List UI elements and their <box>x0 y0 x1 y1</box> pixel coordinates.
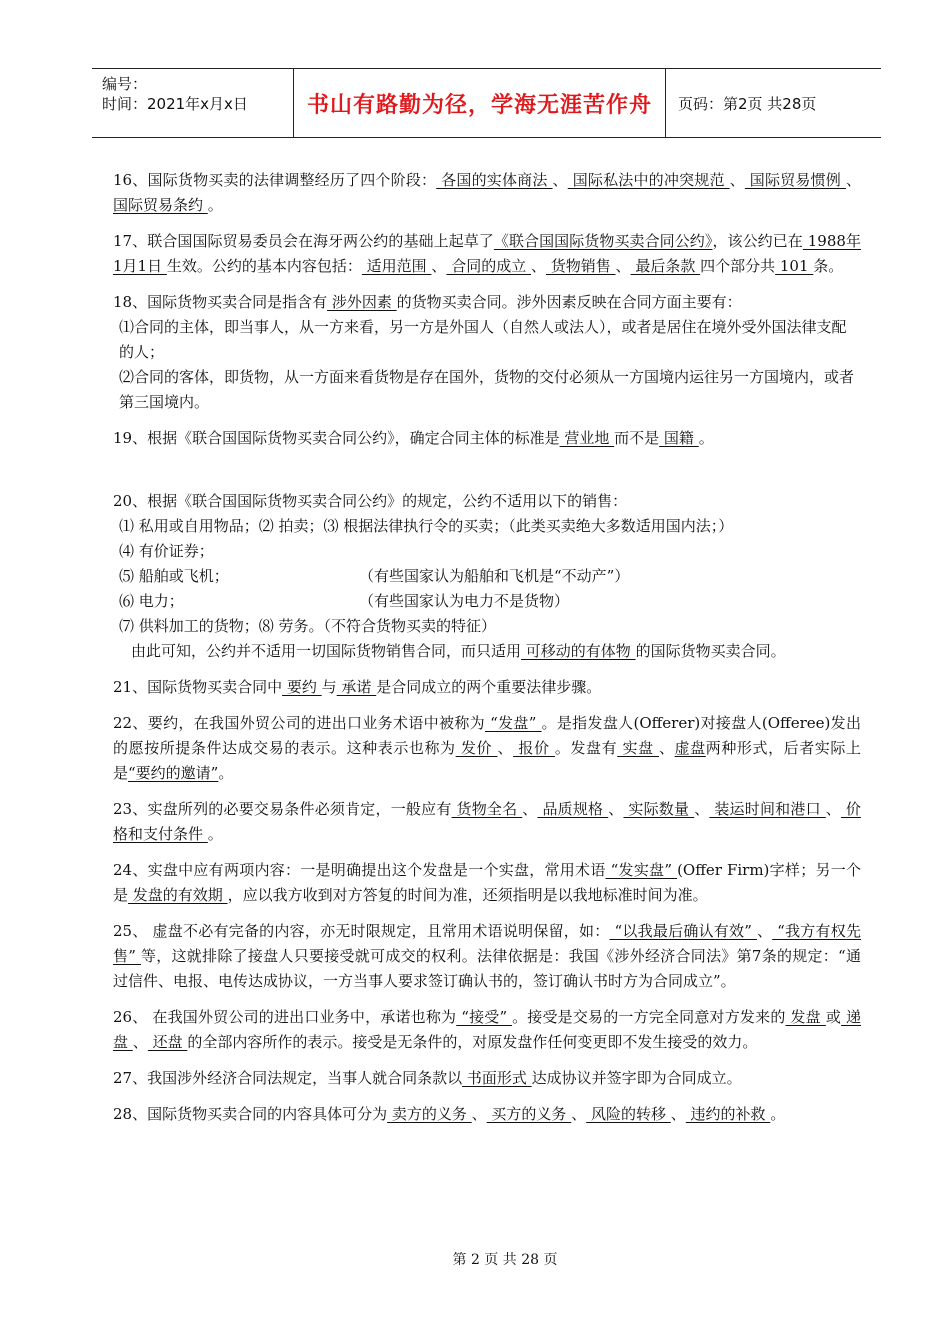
answer: “接受” <box>456 1008 513 1026</box>
list-item: ⑷ 有价证券； <box>119 542 214 560</box>
answer: 营业地 <box>559 429 615 447</box>
answer: 虚盘 <box>674 739 706 757</box>
answer: “以我最后确认有效” <box>609 922 757 940</box>
header-motto-cell <box>294 69 666 137</box>
answer: 买方的义务 <box>486 1105 572 1123</box>
header-motto: 书山有路勤为径，学海无涯苦作舟 <box>306 92 652 118</box>
question-25: 25、 虚盘不必有完备的内容，亦无时限规定，且常用术语说明保留，如： “以我最后确认有效” 、 “我方有权先售” 等，这就排除了接盘人只要接受就可成交的权利。法律依据是：我国《涉外经济合同法》第7条的规定：“通过信件、电报、电传达成协议，一方当事人要求签订确认书的，签订确认书时方为合同成立”。 <box>113 922 862 990</box>
answer: 可移动的有体物 <box>521 642 636 660</box>
answer: 要约 <box>282 678 322 696</box>
answer: 卖方的义务 <box>387 1105 472 1123</box>
header-number: 编号： <box>102 75 148 93</box>
answer: 涉外因素 <box>327 293 397 311</box>
question-22: 22、要约，在我国外贸公司的进出口业务术语中被称为 “发盘” 。是指发盘人(Offerer)对接盘人(Offeree)发出的愿按所提条件达成交易的表示。这种表示也称为 发价 、 报价 。发盘有 实盘 、虚盘两种形式，后者实际上是“要约的邀请”。 <box>113 714 862 782</box>
list-item: ⑵合同的客体，即货物，从一方面来看货物是存在国外，货物的交付必须从一方国境内运往另一方国境内，或者第三国境内。 <box>119 368 855 411</box>
answer: 实盘 <box>617 739 660 757</box>
answer: 风险的转移 <box>586 1105 671 1123</box>
answer: 还盘 <box>147 1033 188 1051</box>
answer: 适用范围 <box>361 257 432 275</box>
answer: 发价 <box>455 739 498 757</box>
answer: 101 <box>775 257 814 275</box>
answer: “发实盘” <box>605 861 678 879</box>
header-page-number: 页码：第2页 共28页 <box>678 94 817 113</box>
answer: 合同的成立 <box>446 257 531 275</box>
answer: 最后条款 <box>630 257 701 275</box>
answer: 货物销售 <box>546 257 616 275</box>
answer: 《联合国国际货物买卖合同公约》 <box>493 232 713 250</box>
answer: 品质规格 <box>537 800 609 818</box>
question-20: 20、根据《联合国国际货物买卖合同公约》的规定，公约不适用以下的销售： ⑴ 私用或自用物品；⑵ 拍卖；⑶ 根据法律执行令的买卖；（此类买卖绝大多数适用国内法；） ⑷ 有价证券； ⑸ 船舶或飞机； （有些国家认为船舶和飞机是“不动产”） ⑹ 电力； （有些国家认为电力不是货物） ⑺ 供料加工的货物；⑻ 劳务。（不符合货物买卖的特征） 由此可知，公约并不适用一切国际货物销售合同，而只适用 可移动的有体物 的国际货物买卖合同。 <box>113 489 861 664</box>
list-item: ⑺ 供料加工的货物；⑻ 劳务。（不符合货物买卖的特征） <box>119 617 497 635</box>
list-item: ⑸ 船舶或飞机； （有些国家认为船舶和飞机是“不动产”） <box>119 567 630 585</box>
list-item: ⑴ 私用或自用物品；⑵ 拍卖；⑶ 根据法律执行令的买卖；（此类买卖绝大多数适用国内法；） <box>119 517 734 535</box>
page-header <box>92 68 881 138</box>
document-body <box>113 168 861 1127</box>
answer: 各国的实体商法 <box>436 171 553 189</box>
answer: 价格和支付条件 <box>113 800 861 843</box>
question-19: 19、根据《联合国国际货物买卖合同公约》，确定合同主体的标准是 营业地 而不是 国籍 。 <box>113 429 714 447</box>
question-28: 28、国际货物买卖合同的内容具体可分为 卖方的义务 、 买方的义务 、 风险的转移 、 违约的补救 。 <box>113 1105 786 1123</box>
list-item: ⑴合同的主体，即当事人，从一方来看，另一方是外国人（自然人或法人），或者是居住在境外受外国法律支配的人； <box>119 318 847 361</box>
question-17: 17、联合国国际贸易委员会在海牙两公约的基础上起草了《联合国国际货物买卖合同公约》，该公约已在 1988年1月1日 生效。公约的基本内容包括： 适用范围 、 合同的成立 、 货物销售 、 最后条款 四个部分共 101 条。 <box>113 232 861 275</box>
question-26: 26、 在我国外贸公司的进出口业务中，承诺也称为 “接受” 。接受是交易的一方完全同意对方发来的 发盘 或 递盘 、 还盘 的全部内容所作的表示。接受是无条件的，对原发盘作任何变更即不发生接受的效力。 <box>113 1008 861 1051</box>
header-page-cell <box>666 69 881 137</box>
answer: 发盘的有效期 <box>128 886 228 904</box>
answer: 货物全名 <box>451 800 523 818</box>
answer: 实际数量 <box>623 800 695 818</box>
question-27: 27、我国涉外经济合同法规定，当事人就合同条款以 书面形式 达成协议并签字即为合同成立。 <box>113 1069 742 1087</box>
answer: 发盘 <box>785 1008 826 1026</box>
answer: 1988年1月1日 <box>113 232 861 275</box>
header-time: 时间：2021年x月x日 <box>102 95 248 113</box>
question-16: 16、国际货物买卖的法律调整经历了四个阶段： 各国的实体商法 、 国际私法中的冲突规范 、 国际贸易惯例 、 国际贸易条约 。 <box>113 171 861 214</box>
answer: 国籍 <box>659 429 699 447</box>
answer: 递盘 <box>113 1008 861 1051</box>
answer: “要约的邀请” <box>128 764 219 782</box>
answer: “我方有权先售” <box>113 922 861 965</box>
list-item: ⑹ 电力； （有些国家认为电力不是货物） <box>119 592 570 610</box>
page-footer <box>0 1249 950 1269</box>
footer-page-number: 第 2 页 共 28 页 <box>452 1252 558 1268</box>
answer: 书面形式 <box>462 1069 532 1087</box>
answer: 国际贸易条约 <box>113 196 208 214</box>
answer: “发盘” <box>484 714 542 732</box>
answer: 报价 <box>513 739 555 757</box>
answer: 国际私法中的冲突规范 <box>567 171 730 189</box>
question-18: 18、国际货物买卖合同是指含有 涉外因素 的货物买卖合同。涉外因素反映在合同方面主要有： ⑴合同的主体，即当事人，从一方来看，另一方是外国人（自然人或法人），或者是居住在境外受外国法律支配的人； ⑵合同的客体，即货物，从一方面来看货物是存在国外，货物的交付必须从一方国境内运往另一方国境内，或者第三国境内。 <box>113 290 861 415</box>
header-meta-cell <box>92 69 294 137</box>
question-23: 23、实盘所列的必要交易条件必须肯定，一般应有 货物全名 、 品质规格 、 实际数量 、 装运时间和港口 、 价格和支付条件 。 <box>113 800 861 843</box>
question-21: 21、国际货物买卖合同中 要约 与 承诺 是合同成立的两个重要法律步骤。 <box>113 678 602 696</box>
answer: 承诺 <box>336 678 377 696</box>
answer: 装运时间和港口 <box>709 800 826 818</box>
answer: 国际贸易惯例 <box>744 171 846 189</box>
question-24: 24、实盘中应有两项内容：一是明确提出这个发盘是一个实盘，常用术语 “发实盘” (Offer Firm)字样；另一个是 发盘的有效期 ，应以我方收到对方答复的时间为准，还须指明是以我地标准时间为准。 <box>113 861 861 904</box>
answer: 违约的补救 <box>685 1105 771 1123</box>
